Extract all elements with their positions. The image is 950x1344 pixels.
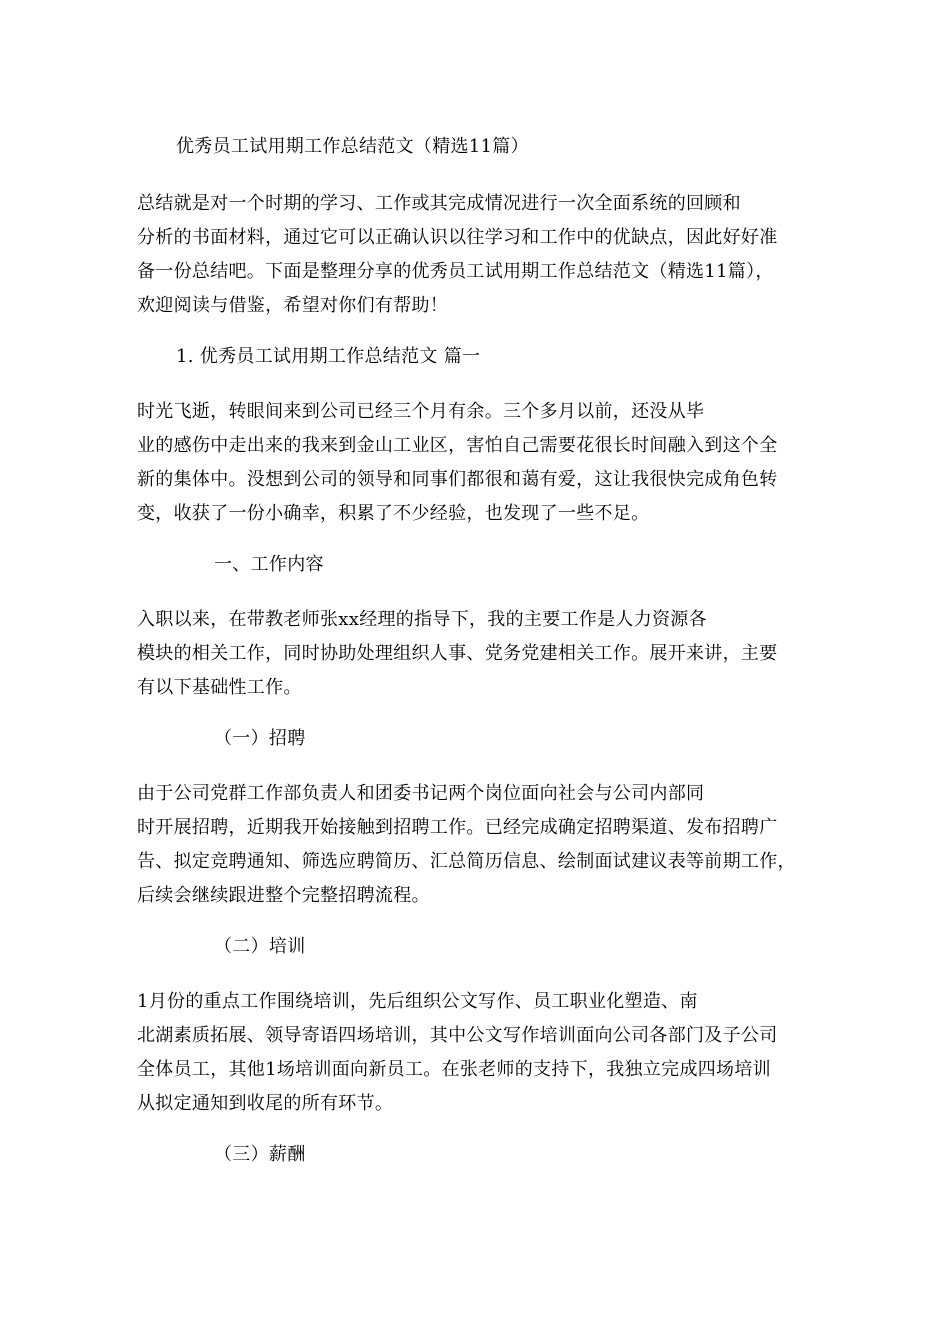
paragraph-line: 后续会继续跟进整个完整招聘流程。 (137, 885, 430, 906)
heading-work-content: 一、工作内容 (214, 554, 324, 575)
subheading-recruitment: （一）招聘 (214, 728, 306, 749)
intro-paragraph (137, 187, 778, 323)
body-paragraph-opening (137, 395, 778, 531)
section-title: 1. 优秀员工试用期工作总结范文 篇一 (176, 346, 481, 367)
paragraph-line: 备一份总结吧。下面是整理分享的优秀员工试用期工作总结范文（精选11篇）， (137, 261, 774, 282)
paragraph-line: 北湖素质拓展、领导寄语四场培训，其中公文写作培训面向公司各部门及子公司 (137, 1025, 778, 1046)
paragraph-line: 告、拟定竞聘通知、筛选应聘简历、汇总简历信息、绘制面试建议表等前期工作， (137, 851, 796, 872)
paragraph-line: 新的集体中。没想到公司的领导和同事们都很和蔼有爱，这让我很快完成角色转 (137, 469, 778, 490)
paragraph-line: 入职以来，在带教老师张xx经理的指导下，我的主要工作是人力资源各 (137, 609, 707, 630)
body-paragraph-recruitment (137, 777, 796, 913)
paragraph-line: 总结就是对一个时期的学习、工作或其完成情况进行一次全面系统的回顾和 (137, 193, 741, 214)
paragraph-line: 1月份的重点工作围绕培训，先后组织公文写作、员工职业化塑造、南 (137, 991, 698, 1012)
paragraph-line: 有以下基础性工作。 (137, 677, 302, 698)
subheading-training: （二）培训 (214, 936, 306, 957)
body-paragraph-work (137, 603, 778, 705)
paragraph-line: 时开展招聘，近期我开始接触到招聘工作。已经完成确定招聘渠道、发布招聘广 (137, 817, 778, 838)
paragraph-line: 时光飞逝，转眼间来到公司已经三个月有余。三个多月以前，还没从毕 (137, 401, 705, 422)
paragraph-line: 变，收获了一份小确幸，积累了不少经验，也发现了一些不足。 (137, 503, 650, 524)
paragraph-line: 由于公司党群工作部负责人和团委书记两个岗位面向社会与公司内部同 (137, 783, 705, 804)
paragraph-line: 模块的相关工作，同时协助处理组织人事、党务党建相关工作。展开来讲，主要 (137, 643, 778, 664)
paragraph-line: 全体员工，其他1场培训面向新员工。在张老师的支持下，我独立完成四场培训 (137, 1059, 771, 1080)
subheading-salary: （三）薪酬 (214, 1144, 306, 1165)
paragraph-line: 分析的书面材料，通过它可以正确认识以往学习和工作中的优缺点，因此好好准 (137, 227, 778, 248)
paragraph-line: 欢迎阅读与借鉴，希望对你们有帮助！ (137, 295, 449, 316)
body-paragraph-training (137, 985, 778, 1121)
paragraph-line: 从拟定通知到收尾的所有环节。 (137, 1093, 394, 1114)
paragraph-line: 业的感伤中走出来的我来到金山工业区，害怕自己需要花很长时间融入到这个全 (137, 435, 778, 456)
document-title: 优秀员工试用期工作总结范文（精选11篇） (176, 136, 529, 157)
